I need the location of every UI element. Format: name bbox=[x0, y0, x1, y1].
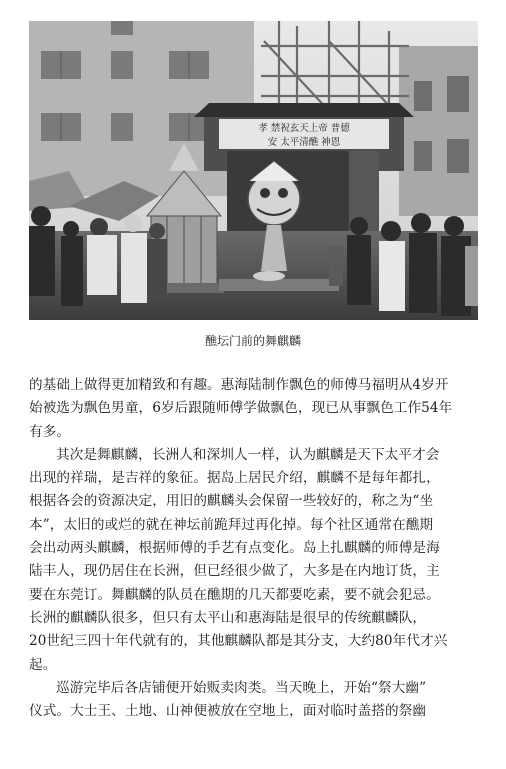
figure-caption: 醮坛门前的舞麒麟 bbox=[204, 334, 301, 348]
altar-sign-line2: 安 太平清醮 神恩 bbox=[267, 137, 341, 148]
photo-qilin-dance bbox=[29, 21, 478, 320]
text-line: 其次是舞麒麟，长洲人和深圳人一样，认为麒麟是天下太平才会 bbox=[56, 446, 440, 463]
text-line: 会出动两头麒麟，根据师傅的手艺有点变化。岛上扎麒麟的师傅是海 bbox=[29, 540, 440, 557]
body-text bbox=[29, 374, 478, 723]
text-line: 的基础上做得更加精致和有趣。惠海陆制作飘色的师傅马福明从4岁开 bbox=[29, 377, 449, 393]
paragraph-3 bbox=[29, 677, 478, 724]
text-line: 起。 bbox=[29, 656, 57, 673]
photo-illustration bbox=[29, 21, 478, 320]
text-line: 20世纪三四十年代就有的，其他麒麟队都是其分支，大约80年代才兴 bbox=[29, 633, 448, 650]
text-line: 始被选为飘色男童，6岁后跟随师傅学做飘色，现已从事飘色工作54年 bbox=[29, 400, 453, 417]
text-line: 出现的祥瑞，是吉祥的象征。据岛上居民介绍，麒麟不是每年都扎， bbox=[29, 470, 440, 487]
text-line: 根据各会的资源决定，用旧的麒麟头会保留一些较好的，称之为“坐 bbox=[29, 493, 434, 510]
text-line: 长洲的麒麟队很多，但只有太平山和惠海陆是很早的传统麒麟队， bbox=[29, 609, 427, 626]
text-line: 要在东莞订。舞麒麟的队员在醮期的几天都要吃素，要不就会犯忌。 bbox=[29, 586, 440, 603]
paragraph-1 bbox=[29, 374, 478, 444]
text-line: 仪式。大士王、土地、山神便被放在空地上，面对临时盖搭的祭幽 bbox=[29, 703, 427, 720]
text-line: 有多。 bbox=[29, 423, 71, 440]
text-line: 巡游完毕后各店铺便开始贩卖肉类。当天晚上，开始“祭大幽” bbox=[56, 679, 427, 696]
text-line: 陆丰人，现仍居住在长洲，但已经很少做了，大多是在内地订货，主 bbox=[29, 563, 440, 580]
paragraph-2 bbox=[29, 444, 478, 677]
text-line: 本”，太旧的或烂的就在神坛前跪拜过再化掉。每个社区通常在醮期 bbox=[29, 516, 434, 533]
altar-sign-line1: 孝 禁祝玄天上帝 普德 bbox=[258, 123, 350, 134]
